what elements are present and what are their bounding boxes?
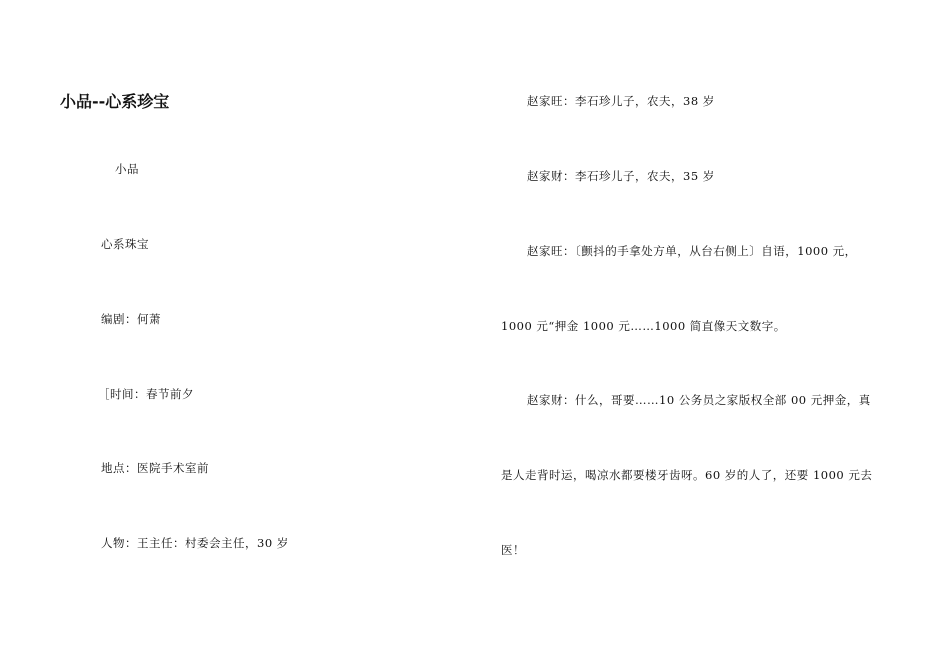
playwright-line: 编剧：何萧 (101, 312, 161, 326)
location-line: 地点：医院手术室前 (101, 461, 209, 475)
characters-line: 人物：王主任：村委会主任，30 岁 (101, 536, 289, 550)
dialogue-line: 赵家旺：〔颤抖的手拿处方单，从台右侧上〕自语，1000 元， (527, 244, 857, 258)
character-line: 赵家旺：李石珍儿子，农夫，38 岁 (527, 94, 715, 108)
time-line: ［时间：春节前夕 (98, 387, 194, 401)
character-line: 赵家财：李石珍儿子，农夫，35 岁 (527, 169, 715, 183)
dialogue-line: 是人走背时运，喝凉水都要楼牙齿呀。60 岁的人了，还要 1000 元去 (501, 468, 873, 482)
genre-label: 小品 (115, 162, 139, 176)
dialogue-line: 医！ (501, 543, 525, 557)
document-title: 小品--心系珍宝 (60, 92, 170, 111)
play-name: 心系珠宝 (101, 237, 149, 251)
dialogue-line: 赵家财：什么，哥要……10 公务员之家版权全部 00 元押金，真 (527, 393, 871, 407)
dialogue-line: 1000 元“押金 1000 元……1000 简直像天文数字。 (501, 319, 786, 333)
